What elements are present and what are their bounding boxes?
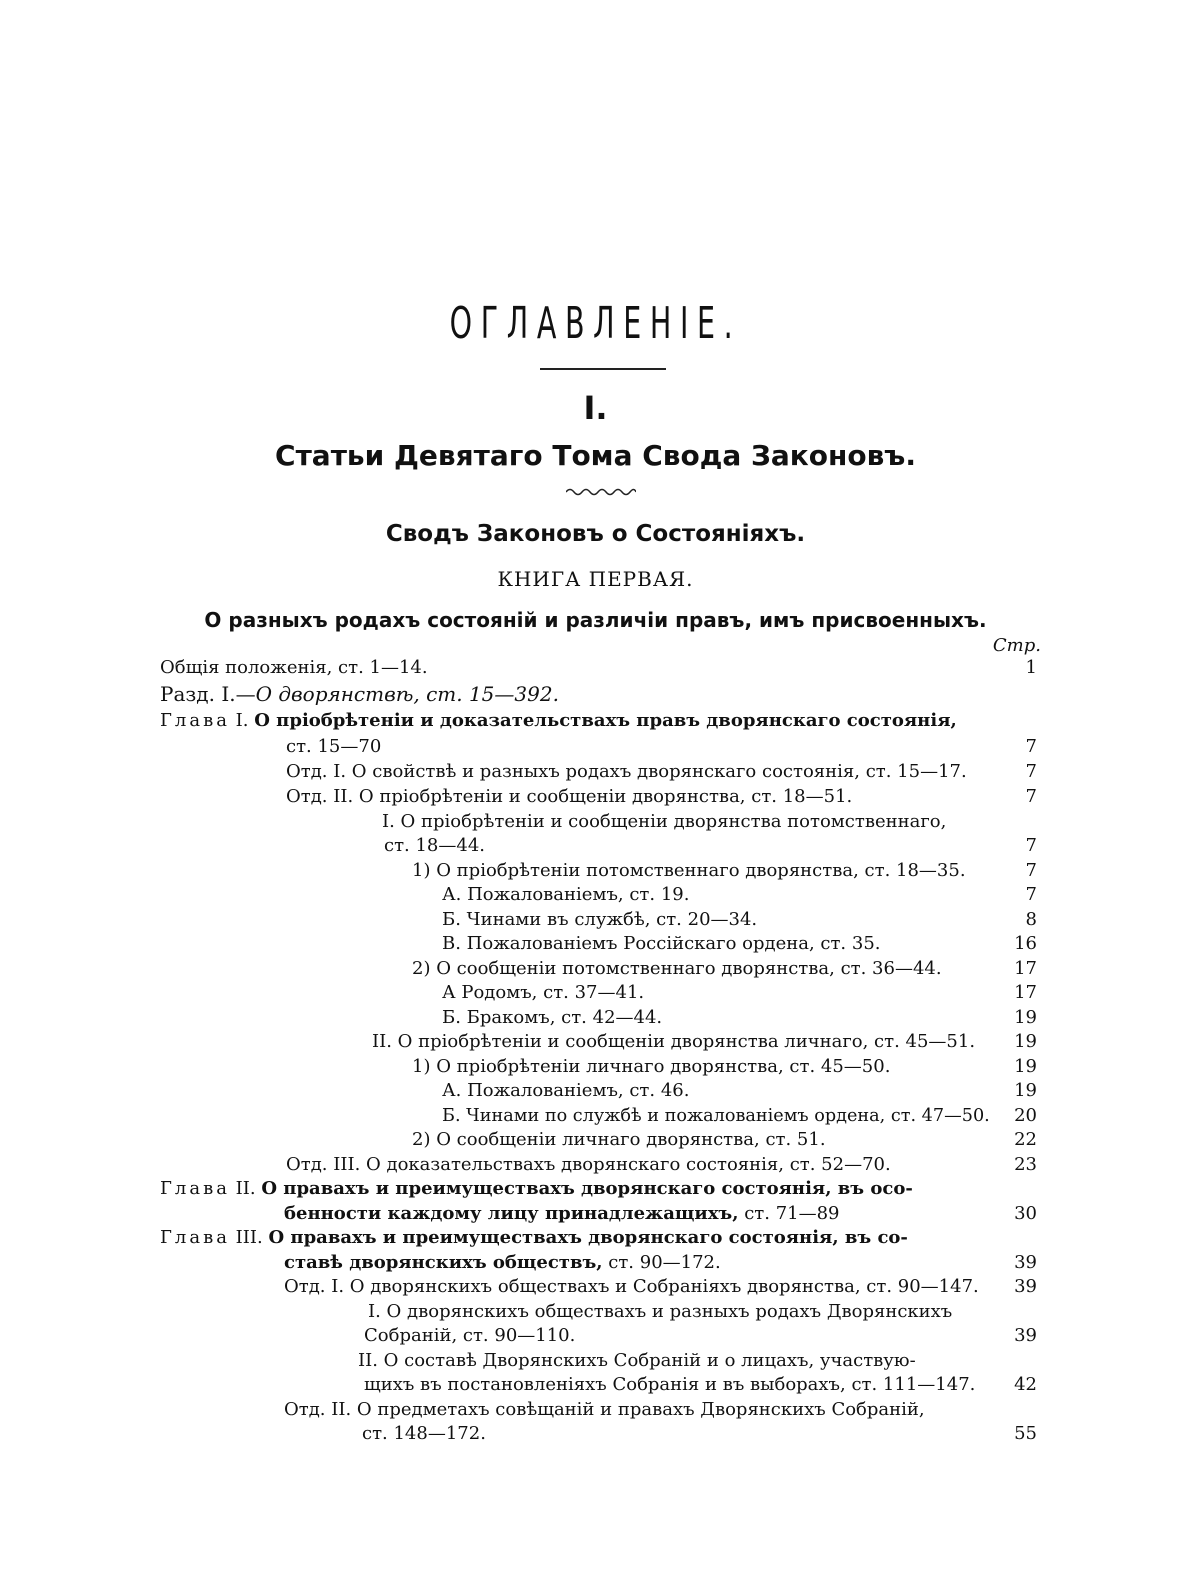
toc-page-number: 19	[1014, 1056, 1037, 1077]
toc-line: 2) О сообщеніи потомственнаго дворянства, ст. 36—44.	[412, 958, 942, 979]
toc-line: бенности каждому лицу принадлежащихъ, ст. 71—89	[284, 1203, 840, 1224]
toc-page-number: 22	[1014, 1129, 1037, 1150]
toc-line: Глава II. О правахъ и преимуществахъ дворянскаго состоянія, въ осо-	[160, 1178, 913, 1199]
toc-page-number: 17	[1014, 958, 1037, 979]
toc-page-number: 19	[1014, 1007, 1037, 1028]
toc-page-number: 7	[1025, 860, 1037, 881]
toc-page-number: 39	[1014, 1325, 1037, 1346]
toc-line: В. Пожалованіемъ Россійскаго ордена, ст. 35.	[442, 933, 881, 954]
toc-page-number: 7	[1025, 761, 1037, 782]
toc-page-number: 23	[1014, 1154, 1037, 1175]
toc-line: ст. 148—172.	[362, 1423, 486, 1444]
toc-line: Глава III. О правахъ и преимуществахъ дворянскаго состоянія, въ со-	[160, 1227, 908, 1248]
toc-line: 1) О пріобрѣтеніи личнаго дворянства, ст. 45—50.	[412, 1056, 891, 1077]
toc-line: 2) О сообщеніи личнаго дворянства, ст. 51.	[412, 1129, 826, 1150]
toc-page-number: 39	[1014, 1252, 1037, 1273]
book-subtitle: О разныхъ родахъ состояній и различіи правъ, имъ присвоенныхъ.	[204, 608, 987, 632]
toc-line: Отд. II. О пріобрѣтеніи и сообщеніи дворянства, ст. 18—51.	[286, 786, 853, 807]
toc-line: Б. Чинами по службѣ и пожалованіемъ ордена, ст. 47—50.	[442, 1105, 990, 1126]
part-title: Статьи Девятаго Тома Свода Законовъ.	[275, 439, 916, 472]
part-number: I.	[583, 389, 608, 427]
toc-page-number: 7	[1025, 786, 1037, 807]
page-title: ОГЛАВЛЕНІЕ.	[449, 298, 742, 349]
toc-page-number: 55	[1014, 1423, 1037, 1444]
toc-line: I. О пріобрѣтеніи и сообщеніи дворянства потомственнаго,	[382, 811, 947, 832]
toc-line: 1) О пріобрѣтеніи потомственнаго дворянства, ст. 18—35.	[412, 860, 966, 881]
toc-line: ст. 18—44.	[384, 835, 486, 856]
toc-page-number: 20	[1014, 1105, 1037, 1126]
toc-line: А. Пожалованіемъ, ст. 46.	[442, 1080, 690, 1101]
toc-line: Общія положенія, ст. 1—14.	[160, 657, 428, 678]
toc-page-number: 7	[1025, 835, 1037, 856]
toc-line: Отд. I. О дворянскихъ обществахъ и Собраніяхъ дворянства, ст. 90—147.	[284, 1276, 979, 1297]
toc-line: щихъ въ постановленіяхъ Собранія и въ выборахъ, ст. 111—147.	[364, 1374, 976, 1395]
toc-page-number: 17	[1014, 982, 1037, 1003]
toc-line: I. О дворянскихъ обществахъ и разныхъ родахъ Дворянскихъ	[368, 1301, 953, 1322]
toc-line: Отд. I. О свойствѣ и разныхъ родахъ дворянскаго состоянія, ст. 15—17.	[286, 761, 967, 782]
page-column-label: Стр.	[992, 635, 1041, 656]
toc-line: Собраній, ст. 90—110.	[364, 1325, 576, 1346]
toc-line: Б. Чинами въ службѣ, ст. 20—34.	[442, 909, 758, 930]
title-divider	[540, 368, 666, 370]
toc-line: А Родомъ, ст. 37—41.	[442, 982, 645, 1003]
toc-line: Отд. III. О доказательствахъ дворянскаго состоянія, ст. 52—70.	[286, 1154, 891, 1175]
toc-page-number: 39	[1014, 1276, 1037, 1297]
toc-line: Отд. II. О предметахъ совѣщаній и правахъ Дворянскихъ Собраній,	[284, 1399, 925, 1420]
toc-line: Разд. I.—О дворянствѣ, ст. 15—392.	[160, 682, 559, 706]
toc-line: II. О составѣ Дворянскихъ Собраній и о лицахъ, участвую-	[358, 1350, 916, 1371]
toc-page-number: 42	[1014, 1374, 1037, 1395]
toc-line: Глава I. О пріобрѣтеніи и доказательствахъ правъ дворянскаго состоянія,	[160, 710, 957, 731]
toc-line: Б. Бракомъ, ст. 42—44.	[442, 1007, 663, 1028]
book-title: КНИГА ПЕРВАЯ.	[497, 567, 694, 591]
code-title: Сводъ Законовъ о Состояніяхъ.	[385, 521, 806, 547]
toc-page-number: 1	[1025, 657, 1037, 678]
toc-line: А. Пожалованіемъ, ст. 19.	[442, 884, 690, 905]
toc-line: ставѣ дворянскихъ обществъ, ст. 90—172.	[284, 1252, 721, 1273]
wave-ornament-icon	[566, 486, 636, 498]
toc-page-number: 7	[1025, 736, 1037, 757]
toc-page-number: 16	[1014, 933, 1037, 954]
toc-page-number: 8	[1025, 909, 1037, 930]
toc-page-number: 7	[1025, 884, 1037, 905]
toc-line: ст. 15—70	[286, 736, 382, 757]
toc-line: II. О пріобрѣтеніи и сообщеніи дворянства личнаго, ст. 45—51.	[372, 1031, 976, 1052]
toc-page-number: 19	[1014, 1031, 1037, 1052]
toc-page-number: 19	[1014, 1080, 1037, 1101]
toc-page-number: 30	[1014, 1203, 1037, 1224]
